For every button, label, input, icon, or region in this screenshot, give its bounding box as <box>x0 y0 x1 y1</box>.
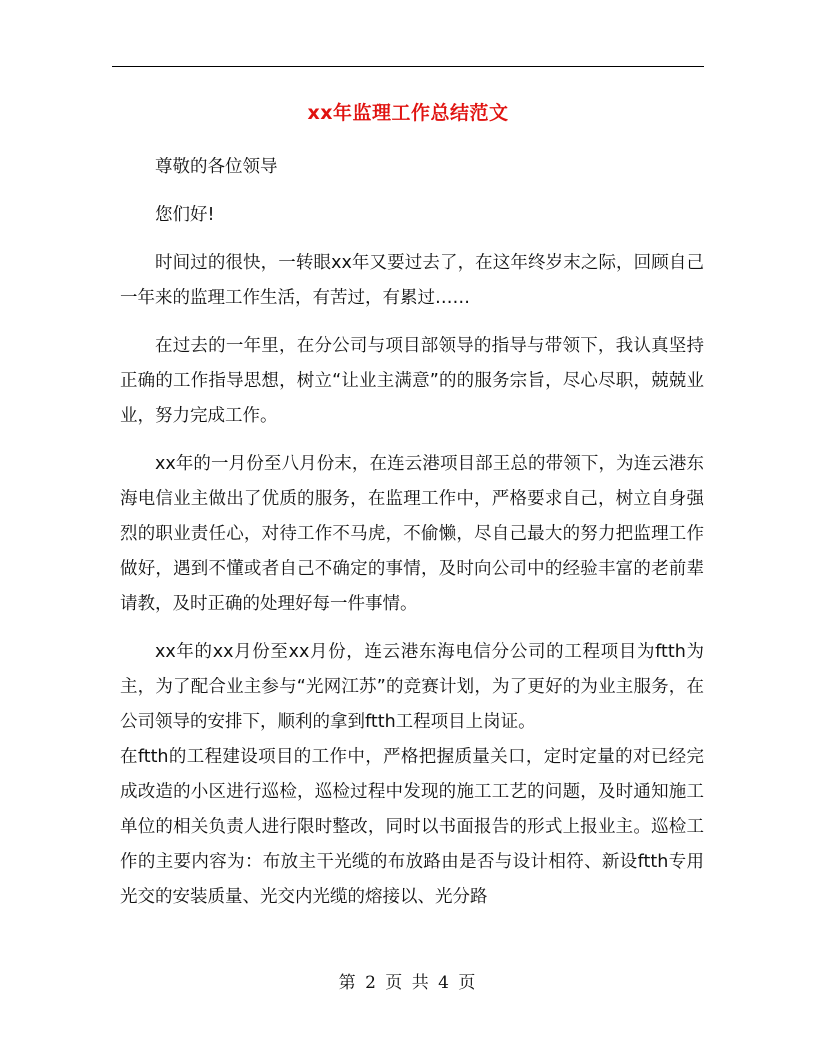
document-body <box>120 150 704 928</box>
header-rule <box>112 66 704 67</box>
paragraph-ftth-inspection: 在ftth的工程建设项目的工作中，严格把握质量关口，定时定量的对已经完成改造的小区进行巡检，巡检过程中发现的施工工艺的问题，及时通知施工单位的相关负责人进行限时整改，同时以书面报告的形式上报业主。巡检工作的主要内容为：布放主干光缆的布放路由是否与设计相符、新设ftth专用光交的安装质量、光交内光缆的熔接以、光分路 <box>120 747 704 907</box>
paragraph-past-year: 在过去的一年里，在分公司与项目部领导的指导与带领下，我认真坚持正确的工作指导思想，树立“让业主满意”的的服务宗旨，尽心尽职，兢兢业业，努力完成工作。 <box>120 336 704 426</box>
greeting: 您们好! <box>155 205 215 225</box>
page-footer: 第 2 页 共 4 页 <box>338 973 478 993</box>
salutation: 尊敬的各位领导 <box>155 157 278 177</box>
paragraph-jan-aug: xx年的一月份至八月份末，在连云港项目部王总的带领下，为连云港东海电信业主做出了优质的服务，在监理工作中，严格要求自己，树立自身强烈的职业责任心，对待工作不马虎，不偷懒，尽自己最大的努力把监理工作做好，遇到不懂或者自己不确定的事情，及时向公司中的经验丰富的老前辈请教，及时正确的处理好每一件事情。 <box>120 454 704 614</box>
document-title: xx年监理工作总结范文 <box>307 102 509 124</box>
paragraph-intro: 时间过的很快，一转眼xx年又要过去了，在这年终岁末之际，回顾自己一年来的监理工作生活，有苦过，有累过…… <box>120 253 704 308</box>
paragraph-ftth-project: xx年的xx月份至xx月份，连云港东海电信分公司的工程项目为ftth为主，为了配合业主参与“光网江苏”的竞赛计划，为了更好的为业主服务，在公司领导的安排下，顺利的拿到ftth工程项目上岗证。 <box>120 642 704 732</box>
